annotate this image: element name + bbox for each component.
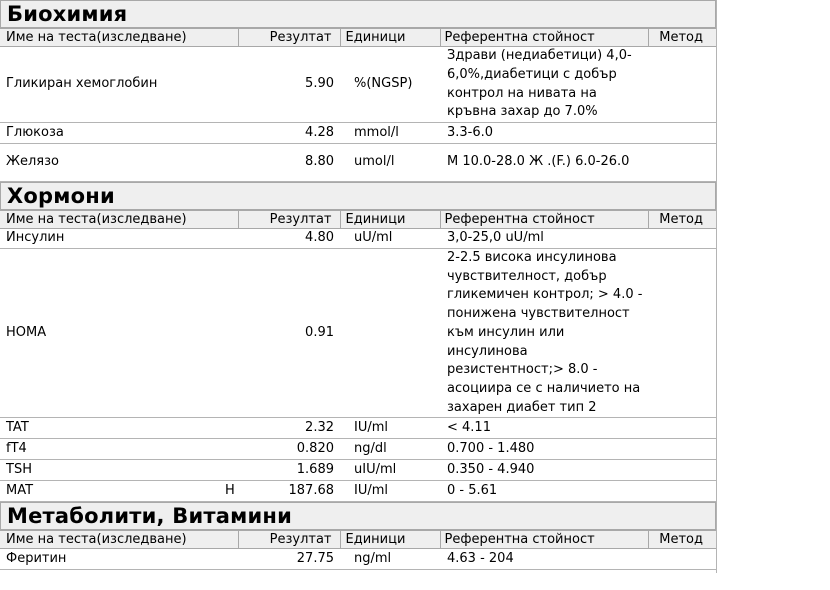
- table-row: [0, 549, 717, 570]
- table-row: [0, 418, 717, 439]
- result-value: 5.90: [238, 47, 340, 123]
- section-title-hormones: Хормони: [0, 182, 717, 210]
- method: [648, 549, 717, 570]
- reference-range: 0.700 - 1.480: [440, 439, 648, 460]
- test-name: TAT: [0, 418, 225, 439]
- header-reference: Референтна стойност: [440, 29, 648, 47]
- method: [648, 229, 717, 249]
- table-row: [0, 249, 717, 418]
- reference-range: 2-2.5 висока инсулинова чувствителност, добър гликемичен контрол; > 4.0 - понижена чувствителност към инсулин или инсулинова резистентност;> 8.0 - асоциира се с наличието на захарен диабет тип 2: [440, 249, 648, 418]
- reference-range: 0 - 5.61: [440, 481, 648, 502]
- result-flag: [225, 549, 238, 570]
- result-flag: [225, 249, 238, 418]
- test-name: fT4: [0, 439, 225, 460]
- table-row: [0, 47, 717, 123]
- table-row: [0, 439, 717, 460]
- result-value: 4.80: [238, 229, 340, 249]
- result-units: ng/dl: [340, 439, 440, 460]
- section-title-biochemistry: Биохимия: [0, 0, 717, 28]
- result-value: 0.91: [238, 249, 340, 418]
- result-units: ng/ml: [340, 549, 440, 570]
- result-flag: [225, 123, 238, 144]
- table-header: [0, 211, 717, 229]
- results-table-metabolites: [0, 530, 717, 570]
- table-header: [0, 531, 717, 549]
- result-flag: [225, 418, 238, 439]
- header-method: Метод: [648, 29, 717, 47]
- method: [648, 418, 717, 439]
- result-units: IU/ml: [340, 481, 440, 502]
- reference-range: < 4.11: [440, 418, 648, 439]
- header-result: Резултат: [238, 29, 340, 47]
- results-table-hormones: [0, 210, 717, 502]
- test-name: Инсулин: [0, 229, 225, 249]
- header-reference: Референтна стойност: [440, 211, 648, 229]
- table-row: [0, 460, 717, 481]
- method: [648, 481, 717, 502]
- reference-range: Здрави (недиабетици) 4,0-6,0%,диабетици с добър контрол на нивата на кръвна захар до 7.0%: [440, 47, 648, 123]
- result-value: 0.820: [238, 439, 340, 460]
- result-flag: [225, 460, 238, 481]
- result-units: IU/ml: [340, 418, 440, 439]
- result-flag: [225, 229, 238, 249]
- result-value: 2.32: [238, 418, 340, 439]
- result-flag: [225, 47, 238, 123]
- method: [648, 123, 717, 144]
- result-units: uU/ml: [340, 229, 440, 249]
- header-method: Метод: [648, 211, 717, 229]
- method: [648, 439, 717, 460]
- table-row: [0, 481, 717, 502]
- test-name: Глюкоза: [0, 123, 225, 144]
- reference-range: 4.63 - 204: [440, 549, 648, 570]
- test-name: TSH: [0, 460, 225, 481]
- header-test-name: Име на теста(изследване): [0, 29, 238, 47]
- result-value: 8.80: [238, 144, 340, 182]
- reference-range: 3.3-6.0: [440, 123, 648, 144]
- header-units: Единици: [340, 211, 440, 229]
- test-name: HOMA: [0, 249, 225, 418]
- result-flag: [225, 439, 238, 460]
- header-units: Единици: [340, 29, 440, 47]
- result-units: uIU/ml: [340, 460, 440, 481]
- result-value: 27.75: [238, 549, 340, 570]
- table-row: [0, 123, 717, 144]
- method: [648, 460, 717, 481]
- table-row: [0, 229, 717, 249]
- method: [648, 47, 717, 123]
- test-name: Гликиран хемоглобин: [0, 47, 225, 123]
- result-flag: [225, 144, 238, 182]
- result-value: 4.28: [238, 123, 340, 144]
- reference-range: 0.350 - 4.940: [440, 460, 648, 481]
- header-test-name: Име на теста(изследване): [0, 531, 238, 549]
- result-flag-high: H: [225, 481, 238, 502]
- header-test-name: Име на теста(изследване): [0, 211, 238, 229]
- header-units: Единици: [340, 531, 440, 549]
- reference-range: 3,0-25,0 uU/ml: [440, 229, 648, 249]
- result-units: umol/l: [340, 144, 440, 182]
- test-name: MAT: [0, 481, 225, 502]
- result-units: %(NGSP): [340, 47, 440, 123]
- result-units: mmol/l: [340, 123, 440, 144]
- test-name: Желязо: [0, 144, 225, 182]
- test-name: Феритин: [0, 549, 225, 570]
- header-method: Метод: [648, 531, 717, 549]
- header-result: Резултат: [238, 211, 340, 229]
- result-value: 187.68: [238, 481, 340, 502]
- method: [648, 144, 717, 182]
- reference-range: М 10.0-28.0 Ж .(F.) 6.0-26.0: [440, 144, 648, 182]
- result-value: 1.689: [238, 460, 340, 481]
- table-row: [0, 144, 717, 182]
- results-table-biochemistry: [0, 28, 717, 182]
- method: [648, 249, 717, 418]
- table-header: [0, 29, 717, 47]
- header-reference: Референтна стойност: [440, 531, 648, 549]
- section-title-metabolites-vitamins: Метаболити, Витамини: [0, 502, 717, 530]
- header-result: Резултат: [238, 531, 340, 549]
- result-units: [340, 249, 440, 418]
